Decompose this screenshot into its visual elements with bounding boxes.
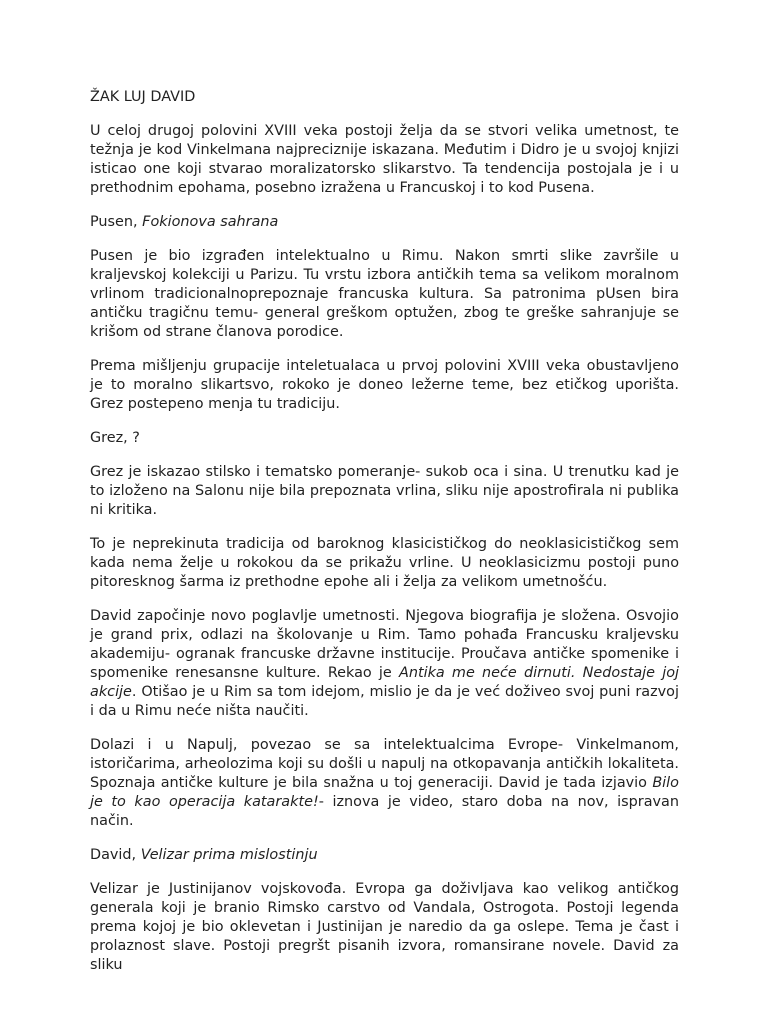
body-paragraph — [90, 607, 679, 721]
text-run: - iznova je video, staro doba na nov, ispravan način. — [90, 794, 679, 829]
text-run: To je neprekinuta tradicija od baroknog klasicističkog do neoklasicističkog sem kada nema želje u rokokou da se prikažu vrline. U neoklasicizmu postoji puno pitoresknog šarma iz prethodne epohe ali i želja za velikom umetnošću. — [90, 536, 679, 590]
italic-text-run: Fokionova sahrana — [142, 214, 279, 230]
italic-text-run: Antika me neće dirnuti. Nedostaje joj akcije — [90, 665, 680, 700]
text-run: . Otišao je u Rim sa tom idejom, mislio je da je već doživeo svoj puni razvoj i da u Rimu neće ništa naučiti. — [90, 684, 679, 719]
text-run: David, — [90, 847, 141, 863]
text-run: Grez, ? — [90, 430, 140, 446]
text-run: Grez je iskazao stilsko i tematsko pomeranje- sukob oca i sina. U trenutku kad je to izloženo na Salonu nije bila prepoznata vrlina, sliku nije apostrofirala ni publika ni kritika. — [90, 464, 679, 518]
text-run: Velizar je Justinijanov vojskovođa. Evropa ga doživljava kao velikog antičkog generala koji je branio Rimsko carstvo od Vandala, Ostrogota. Postoji legenda prema kojoj je bio oklevetan i Justinijan je naredio da ga oslepe. Tema je čast i prolaznost slave. Postoji pregršt pisanih izvora, romansirane novele. David za sliku — [90, 881, 679, 973]
text-run: Dolazi i u Napulj, povezao se sa intelektualcima Evrope- Vinkelmanom, istoričarima, arheolozima koji su došli u napulj na otkopavanja antičkih lokaliteta. Spoznaja antičke kulture je bila snažna u toj generaciji. David je tada izjavio — [90, 737, 679, 791]
body-paragraph — [90, 535, 679, 592]
text-run: Pusen je bio izgrađen intelektualno u Rimu. Nakon smrti slike završile u kraljevskoj kolekciji u Parizu. Tu vrstu izbora antičkih tema sa velikom moralnom vrlinom tradicionalnoprepoznaje francuska kultura. Sa patronima pUsen bira antičku tragičnu temu- general greškom optužen, zbog te greške sahranjuje se krišom od strane članova porodice. — [90, 248, 679, 340]
body-paragraph — [90, 357, 679, 414]
body-paragraph — [90, 122, 679, 198]
body-paragraph — [90, 463, 679, 520]
text-run: David započinje novo poglavlje umetnosti. Njegova biografija je složena. Osvojio je grand prix, odlazi na školovanje u Rim. Tamo pohađa Francusku kraljevsku akademiju- ogranak francuske državne institucije. Proučava antičke spomenike i spomenike renesansne kulture. Rekao je — [90, 608, 679, 681]
italic-text-run: Velizar prima mislostinju — [140, 847, 318, 863]
italic-text-run: Bilo je to kao operacija katarakte! — [90, 775, 679, 810]
text-run: U celoj drugoj polovini XVIII veka postoji želja da se stvori velika umetnost, te težnja je kod Vinkelmana najpreciznije iskazana. Međutim i Didro je u svojoj knjizi isticao one koji stvarao moralizatorsko slikarstvo. Ta tendencija postojala je i u prethodnim epohama, posebno izražena u Francuskoj i to kod Pusena. — [90, 123, 679, 196]
artwork-caption — [90, 213, 679, 232]
body-paragraph — [90, 736, 679, 831]
body-paragraph — [90, 247, 679, 342]
artwork-caption — [90, 429, 679, 448]
text-run: Prema mišljenju grupacije inteletualaca u prvoj polovini XVIII veka obustavljeno je to moralno slikartsvo, rokoko je doneo ležerne teme, bez etičkog uporišta. Grez postepeno menja tu tradiciju. — [90, 358, 679, 412]
document-title — [90, 88, 679, 107]
document-page — [90, 88, 679, 990]
artwork-caption — [90, 846, 679, 865]
text-run: ŽAK LUJ DAVID — [90, 89, 196, 105]
text-run: Pusen, — [90, 214, 143, 230]
body-paragraph — [90, 880, 679, 975]
